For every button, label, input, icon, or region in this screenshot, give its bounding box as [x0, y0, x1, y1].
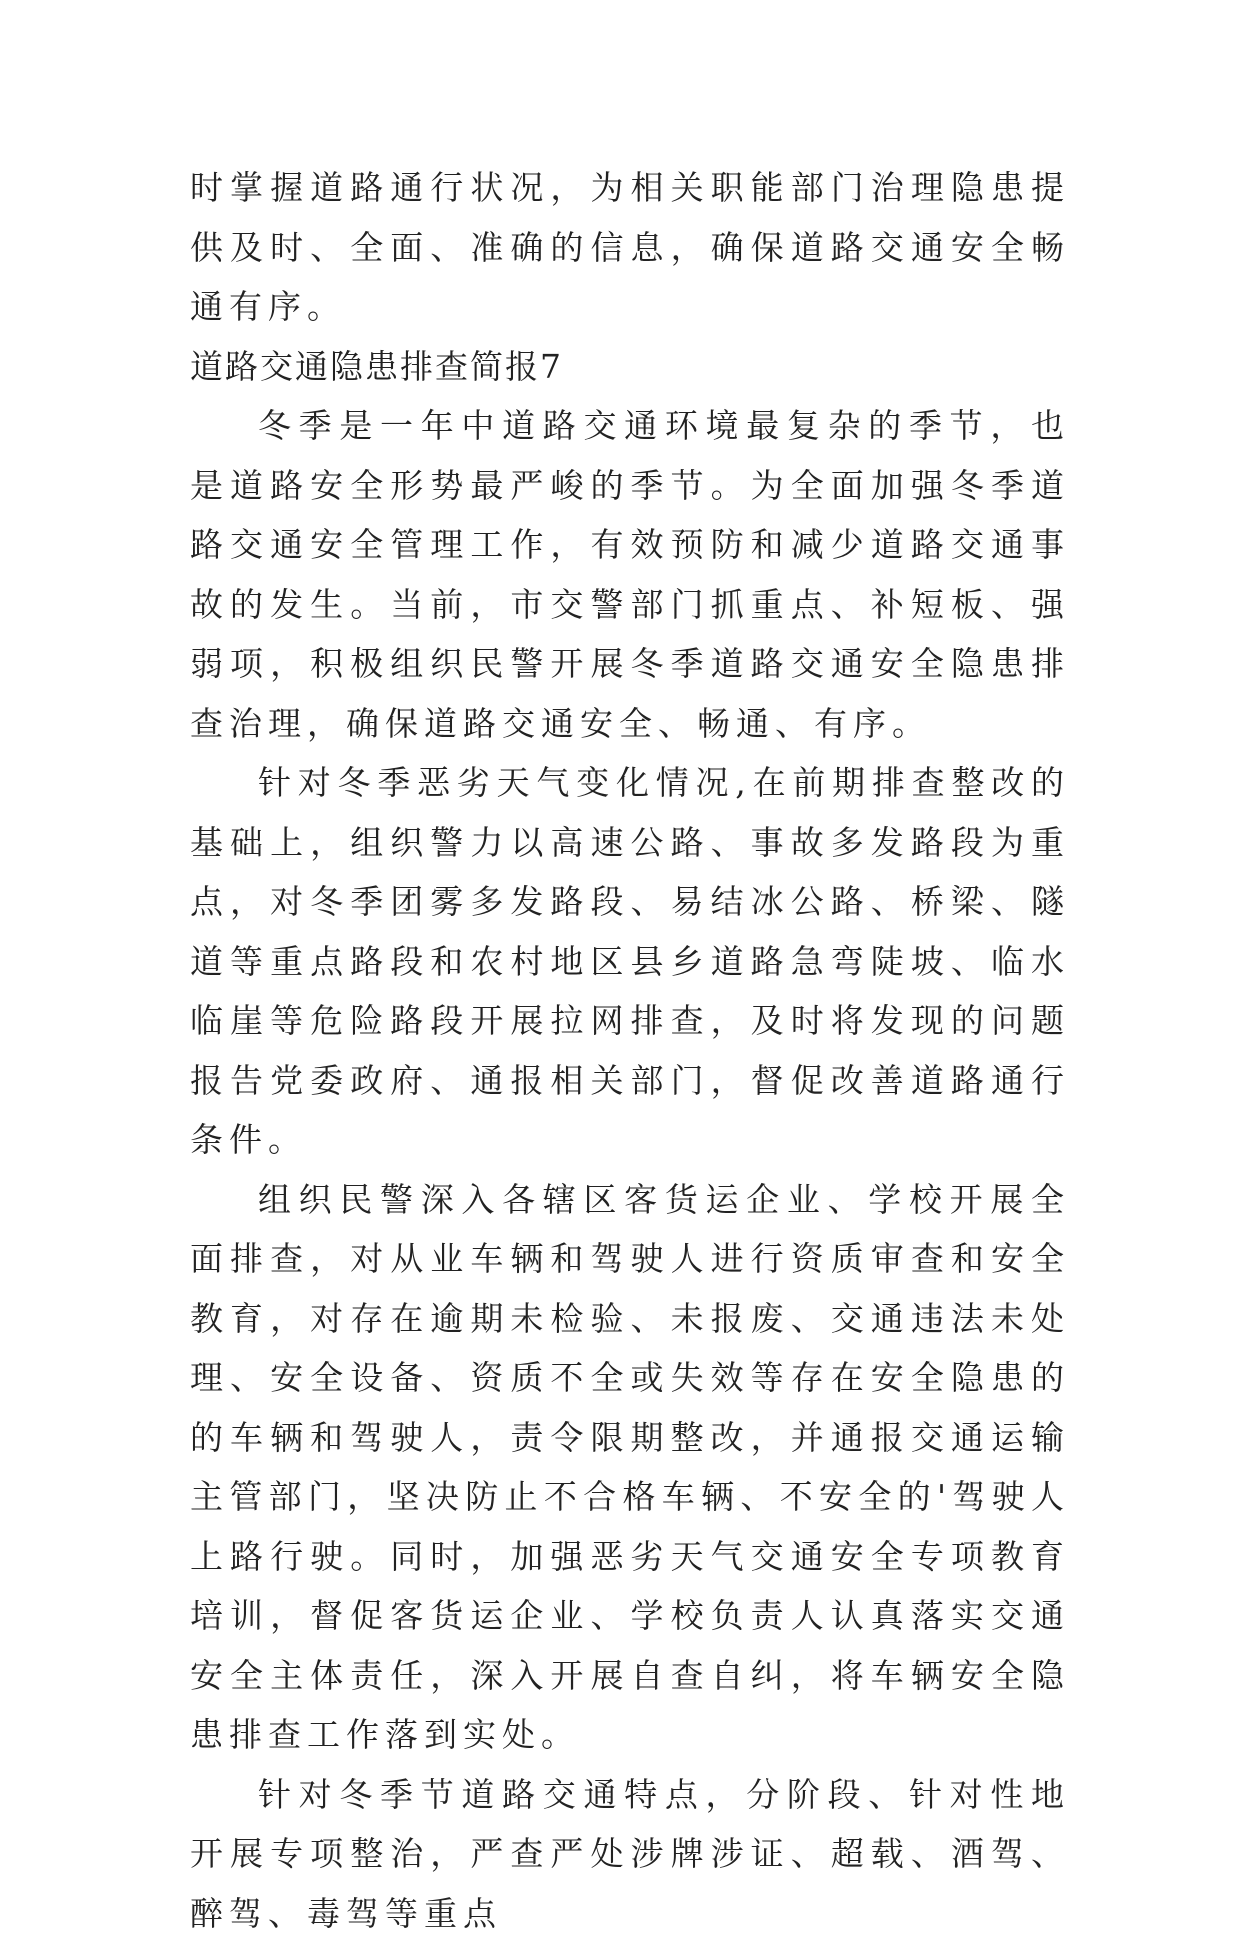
- paragraph-enterprise-inspection: 组织民警深入各辖区客货运企业、学校开展全面排查，对从业车辆和驾驶人进行资质审查和安全教育，对存在逾期未检验、未报废、交通违法未处理、安全设备、资质不全或失效等存在安全隐患的的车辆和驾驶人，责令限期整改，并通报交通运输主管部门，坚决防止不合格车辆、不安全的'驾驶人上路行驶。同时，加强恶劣天气交通安全专项教育培训，督促客货运企业、学校负责人认真落实交通安全主体责任，深入开展自查自纠，将车辆安全隐患排查工作落到实处。: [190, 1170, 1070, 1765]
- paragraph-special-rectification: 针对冬季节道路交通特点，分阶段、针对性地开展专项整治，严查严处涉牌涉证、超载、酒驾、醉驾、毒驾等重点: [190, 1765, 1070, 1943]
- paragraph-intro: 冬季是一年中道路交通环境最复杂的季节，也是道路安全形势最严峻的季节。为全面加强冬季道路交通安全管理工作，有效预防和减少道路交通事故的发生。当前，市交警部门抓重点、补短板、强弱项，积极组织民警开展冬季道路交通安全隐患排查治理，确保道路交通安全、畅通、有序。: [190, 396, 1070, 753]
- document-body: [190, 158, 1070, 1943]
- paragraph-road-inspection: 针对冬季恶劣天气变化情况,在前期排查整改的基础上，组织警力以高速公路、事故多发路段为重点，对冬季团雾多发路段、易结冰公路、桥梁、隧道等重点路段和农村地区县乡道路急弯陡坡、临水临崖等危险路段开展拉网排查，及时将发现的问题报告党委政府、通报相关部门，督促改善道路通行条件。: [190, 753, 1070, 1170]
- paragraph-continuation: 时掌握道路通行状况，为相关职能部门治理隐患提供及时、全面、准确的信息，确保道路交通安全畅通有序。: [190, 158, 1070, 337]
- section-heading: 道路交通隐患排查简报7: [190, 337, 1070, 397]
